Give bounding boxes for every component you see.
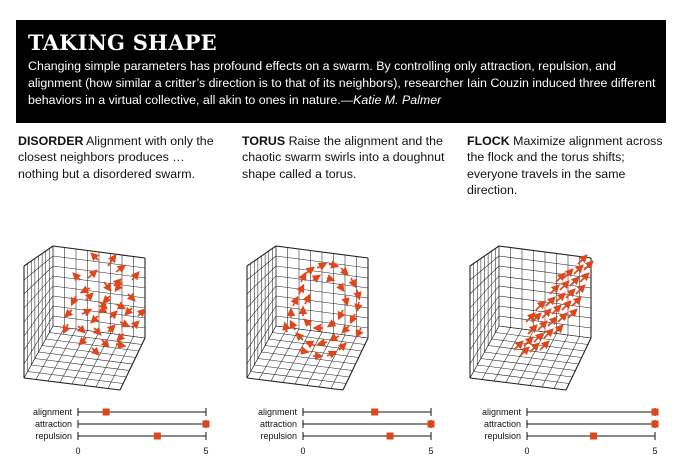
agent-arrow [339, 310, 343, 318]
slider-label-attraction: attraction [259, 419, 297, 429]
agent-arrow [78, 326, 84, 332]
agent-arrow [305, 320, 311, 326]
slider-handle-alignment [652, 409, 659, 416]
slider-label-repulsion: repulsion [484, 431, 521, 441]
agent-arrow [345, 296, 347, 304]
agent-arrow [297, 334, 303, 340]
agent-arrow [327, 278, 333, 280]
agent-arrow [116, 344, 124, 346]
panel-heading: TORUS [242, 134, 286, 148]
agent-arrow [568, 310, 576, 318]
agent-arrow [542, 310, 550, 318]
agent-arrow [100, 308, 106, 312]
slider-handle-repulsion [590, 433, 597, 440]
agent-arrow [550, 286, 558, 294]
agent-arrow [357, 328, 361, 336]
panel-caption [242, 133, 447, 182]
agent-arrow [104, 296, 110, 302]
agent-arrow [558, 314, 566, 322]
agent-arrow [546, 298, 554, 306]
agent-arrow [305, 268, 313, 274]
panel-description: Maximize alignment across the flock and the torus shifts; everyone travels in the same direction. [467, 134, 663, 198]
header-byline: —Katie M. Palmer [340, 93, 442, 107]
axis-max-label: 5 [203, 446, 209, 456]
agent-arrow [560, 282, 568, 290]
slider-label-repulsion: repulsion [260, 431, 297, 441]
agent-arrow [572, 298, 580, 306]
agent-arrow [291, 322, 295, 330]
agent-arrow [108, 256, 115, 266]
slider-handle-attraction [428, 421, 435, 428]
slider-handle-attraction [652, 421, 659, 428]
cube-torus [243, 238, 418, 398]
agent-arrow [92, 316, 98, 322]
agent-arrow [329, 322, 335, 326]
sliders-disorder [18, 403, 218, 458]
panel-heading: FLOCK [467, 134, 510, 148]
agent-arrow [566, 290, 574, 298]
slider-handle-repulsion [154, 433, 161, 440]
agent-arrow [556, 294, 564, 302]
slider-label-alignment: alignment [257, 407, 297, 417]
agent-arrow [552, 306, 560, 314]
agent-arrow [574, 266, 582, 274]
panel-heading: DISORDER [18, 134, 84, 148]
agent-arrow [351, 278, 355, 286]
agent-arrow [514, 342, 522, 350]
slider-handle-alignment [103, 409, 110, 416]
agent-arrow [520, 348, 528, 356]
agent-arrow [576, 286, 584, 294]
agent-arrow [343, 326, 349, 332]
cube-flock [466, 238, 641, 398]
agent-arrow [72, 296, 76, 304]
agent-arrow [86, 294, 92, 300]
cube-disorder [20, 238, 195, 398]
agent-arrow [329, 264, 337, 266]
agent-arrow [580, 274, 588, 282]
slider-label-repulsion: repulsion [35, 431, 72, 441]
slider-label-attraction: attraction [483, 419, 521, 429]
sliders-flock [467, 403, 667, 458]
slider-handle-alignment [371, 409, 378, 416]
slider-label-alignment: alignment [32, 407, 72, 417]
sliders-torus [243, 403, 443, 458]
agent-arrow [110, 312, 116, 318]
panel-disorder [18, 133, 223, 182]
slider-handle-repulsion [387, 433, 394, 440]
panel-caption [467, 133, 672, 199]
slider-label-alignment: alignment [481, 407, 521, 417]
axis-max-label: 5 [652, 446, 658, 456]
axis-min-label: 0 [524, 446, 530, 456]
agent-arrow [327, 352, 335, 356]
agent-arrow [341, 268, 347, 274]
agent-arrow [562, 302, 570, 310]
agent-arrow [126, 308, 132, 314]
header-description: Changing simple parameters has profound effects on a swarm. By controlling only attraction, repulsion, and alignment (how similar a critter’s direction is to that of its neighbors), researcher Iain Couzin induced three different behaviors in a virtual collective, all akin to ones in nature. [28, 59, 656, 107]
agent-arrow [313, 276, 319, 280]
slider-label-attraction: attraction [34, 419, 72, 429]
axis-max-label: 5 [428, 446, 434, 456]
header-title: TAKING SHAPE [28, 30, 217, 55]
agent-arrow [293, 298, 297, 306]
agent-arrow [138, 310, 144, 316]
agent-arrow [92, 254, 98, 260]
agent-arrow [128, 294, 134, 300]
agent-arrow [534, 334, 542, 342]
panel-flock [467, 133, 672, 199]
agent-arrow [285, 324, 287, 332]
agent-arrow [299, 286, 303, 294]
agent-arrow [92, 348, 98, 354]
agent-arrow [88, 271, 96, 278]
header-body [28, 58, 658, 109]
axis-min-label: 0 [75, 446, 81, 456]
agent-arrow [524, 338, 532, 346]
agent-arrow [570, 278, 578, 286]
agent-arrow [102, 340, 108, 346]
agent-arrow [554, 326, 562, 334]
slider-handle-attraction [203, 421, 210, 428]
agent-arrow [319, 342, 327, 344]
agent-arrow [536, 302, 544, 310]
agent-arrow [108, 326, 114, 332]
agent-arrow [556, 274, 564, 282]
panel-description: Alignment with only the closest neighbors produces … nothing but a disordered swarm. [18, 134, 214, 181]
axis-min-label: 0 [300, 446, 306, 456]
header-banner [16, 20, 666, 123]
agent-arrow [66, 310, 72, 316]
agent-arrow [357, 302, 359, 310]
agent-arrow [82, 310, 90, 314]
agent-arrow [116, 266, 124, 272]
panel-torus [242, 133, 447, 182]
panel-description: Raise the alignment and the chaotic swarm swirls into a doughnut shape called a torus. [242, 134, 445, 181]
agent-arrow [317, 264, 325, 268]
panel-caption [18, 133, 223, 182]
agent-arrow [301, 274, 305, 282]
agent-arrow [548, 318, 556, 326]
agent-arrow [299, 350, 307, 352]
agent-arrow [351, 314, 355, 322]
